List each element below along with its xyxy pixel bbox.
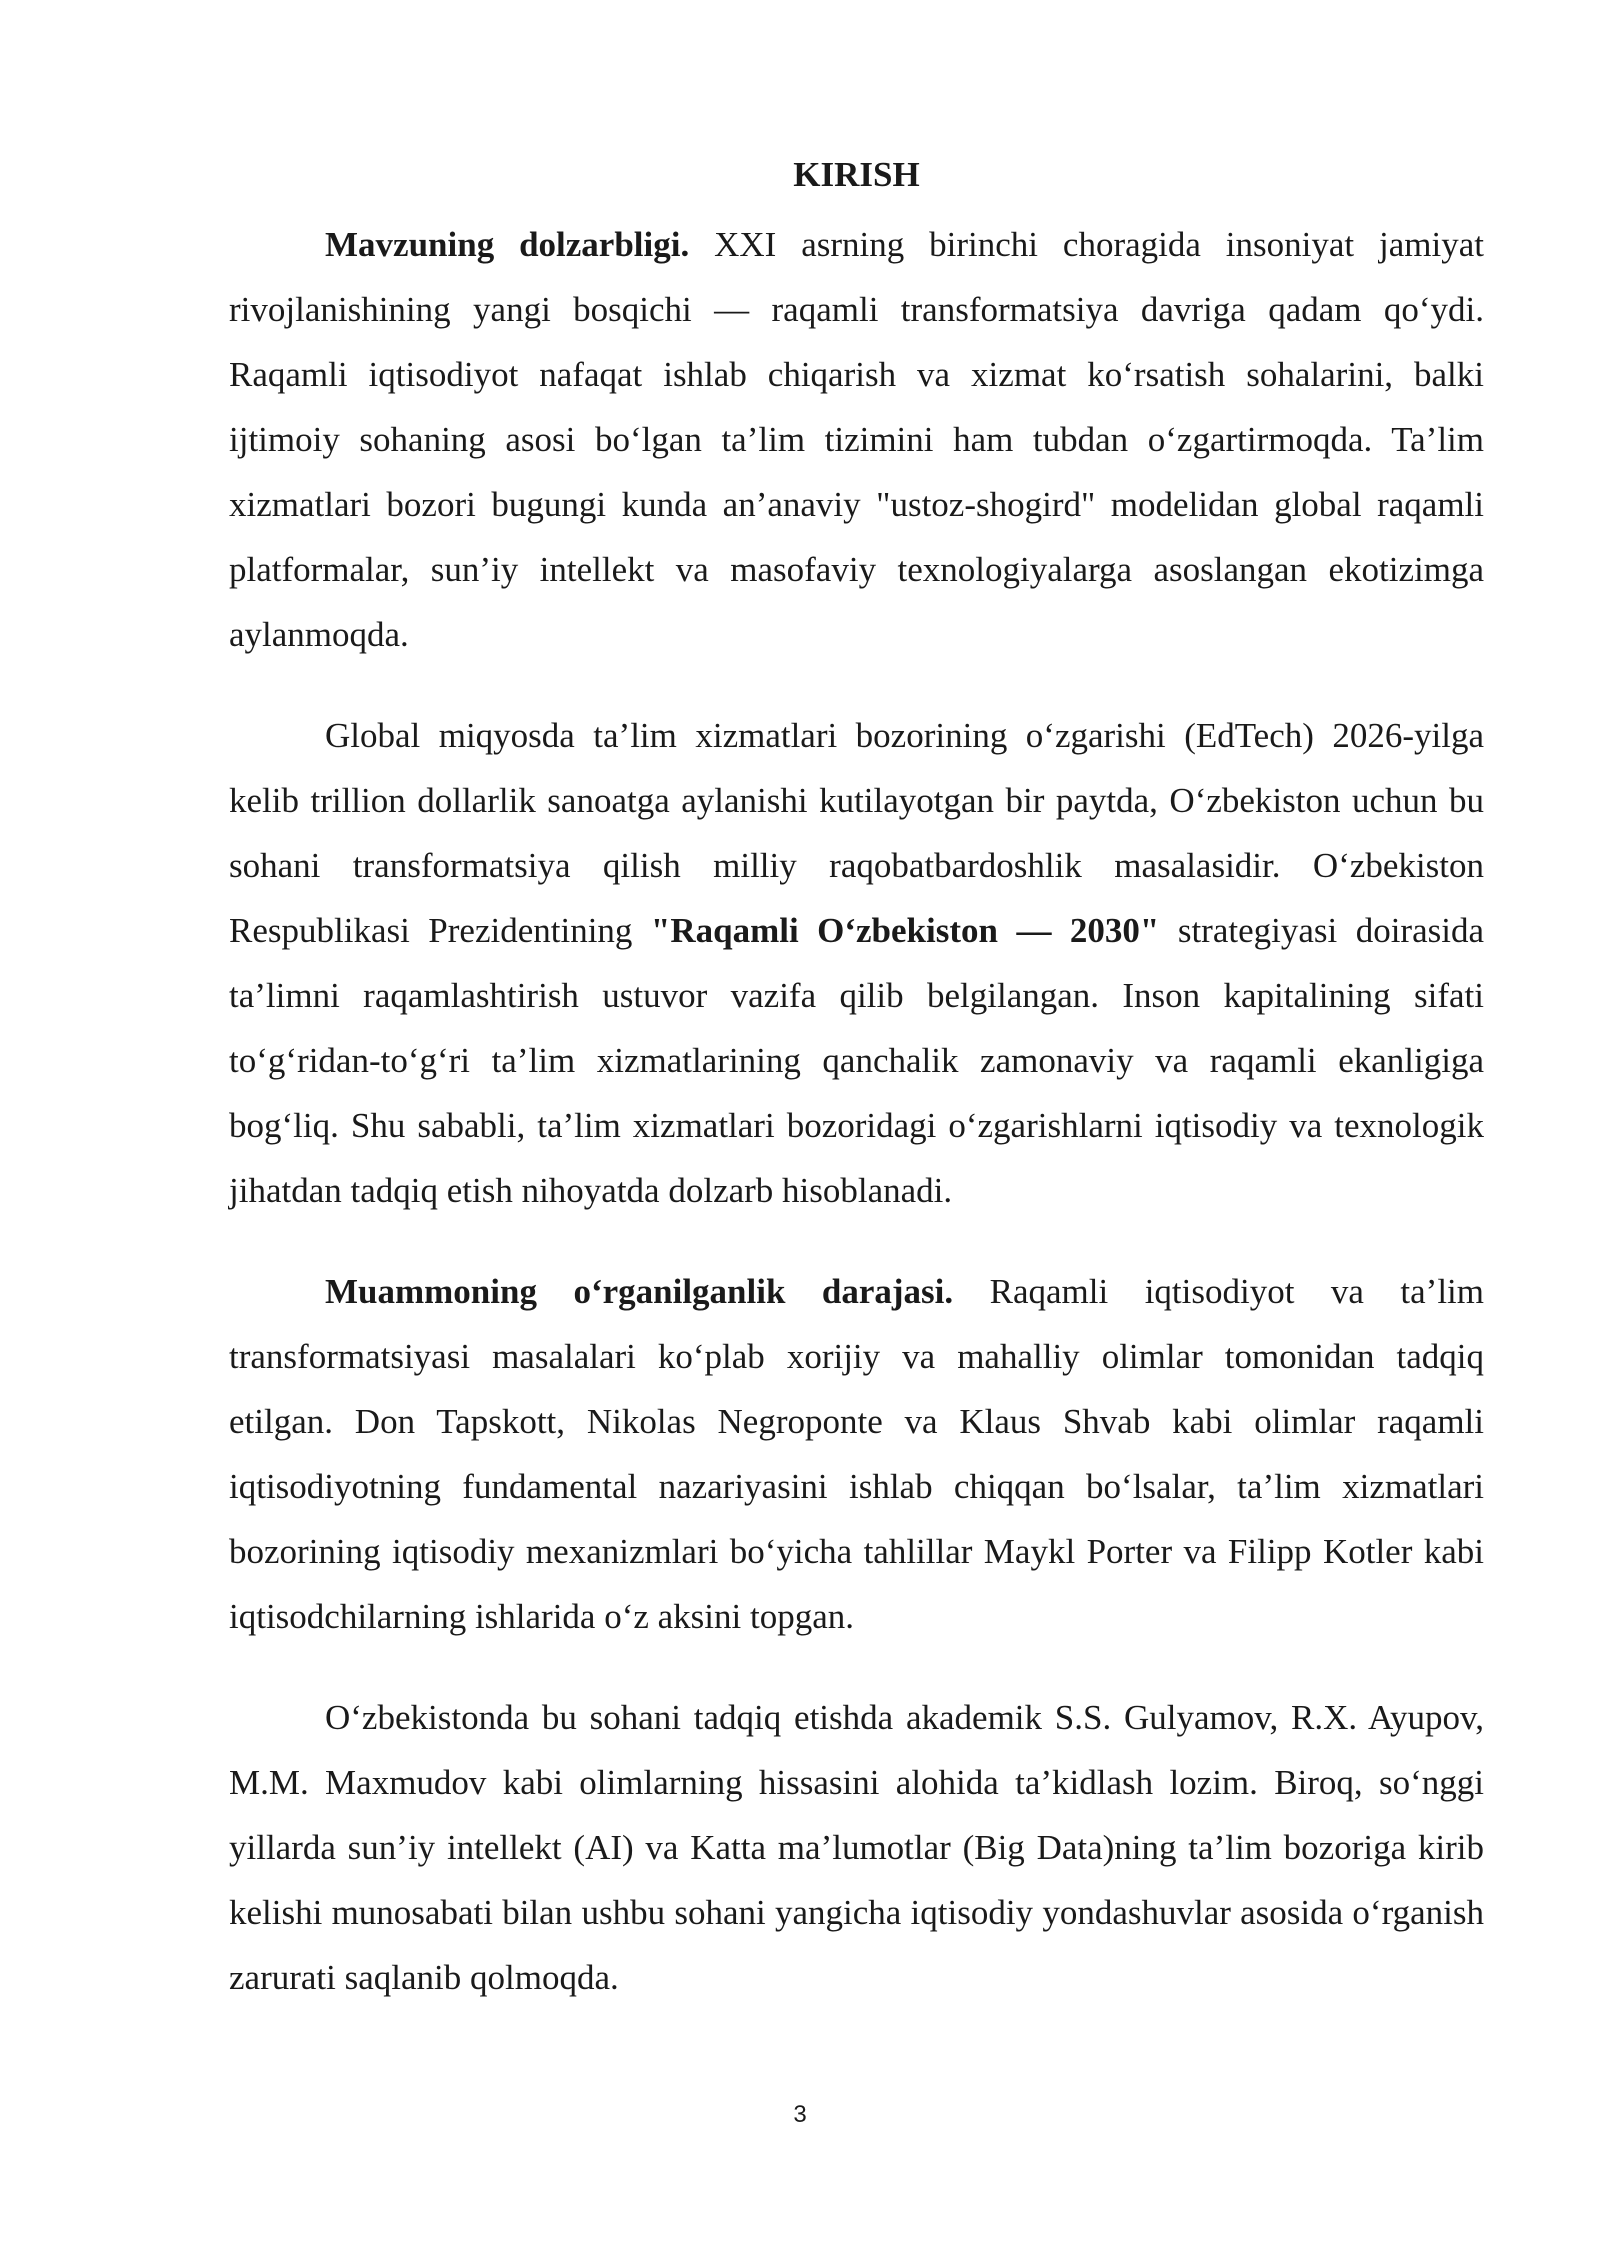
paragraph-relevance xyxy=(229,212,1484,667)
paragraph-research-level xyxy=(229,1259,1484,1649)
document-page xyxy=(229,150,1484,2046)
paragraph-lead-relevance: Mavzuning dolzarbligi. xyxy=(325,225,690,264)
section-heading: KIRISH xyxy=(793,155,920,194)
paragraph-global-market xyxy=(229,703,1484,1223)
page-number: 3 xyxy=(793,2101,807,2128)
paragraph-text-research-level: Raqamli iqtisodiyot va ta’lim transformatsiyasi masalalari ko‘plab xorijiy va mahalliy olimlar tomonidan tadqiq etilgan. Don Tapskott, Nikolas Negroponte va Klaus Shvab kabi olimlar raqamli iqtisodiyotning fundamental nazariyasini ishlab chiqqan bo‘lsalar, ta’lim xizmatlari bozorining iqtisodiy mexanizmlari bo‘yicha tahlillar Maykl Porter va Filipp Kotler kabi iqtisodchilarning ishlarida o‘z aksini topgan. xyxy=(229,1272,1485,1636)
paragraph-text-relevance: XXI asrning birinchi choragida insoniyat jamiyat rivojlanishining yangi bosqichi — raqamli transformatsiya davriga qadam qo‘ydi. Raqamli iqtisodiyot nafaqat ishlab chiqarish va xizmat ko‘rsatish sohalarini, balki ijtimoiy sohaning asosi bo‘lgan ta’lim tizimini ham tubdan o‘zgartirmoqda. Ta’lim xizmatlari bozori bugungi kunda an’anaviy "ustoz-shogird" modelidan global raqamli platformalar, sun’iy intellekt va masofaviy texnologiyalarga asoslangan ekotizimga aylanmoqda. xyxy=(229,225,1484,654)
paragraph-text-global-after: strategiyasi doirasida ta’limni raqamlashtirish ustuvor vazifa qilib belgilangan. Inson kapitalining sifati to‘g‘ridan-to‘g‘ri ta’lim xizmatlarining qanchalik zamonaviy va raqamli ekanligiga bog‘liq. Shu sababli, ta’lim xizmatlari bozoridagi o‘zgarishlarni iqtisodiy va texnologik jihatdan tadqiq etish nihoyatda dolzarb hisoblanadi. xyxy=(229,911,1484,1210)
paragraph-uzbek-scholars xyxy=(229,1685,1484,2010)
paragraph-text-uzbek-scholars: O‘zbekistonda bu sohani tadqiq etishda akademik S.S. Gulyamov, R.X. Ayupov, M.M. Maxmudov kabi olimlarning hissasini alohida ta’kidlash lozim. Biroq, so‘nggi yillarda sun’iy intellekt (AI) va Katta ma’lumotlar (Big Data)ning ta’lim bozoriga kirib kelishi munosabati bilan ushbu sohani yangicha iqtisodiy yondashuvlar asosida o‘rganish zarurati saqlanib qolmoqda. xyxy=(229,1698,1484,1997)
paragraph-text-global-before: Global miqyosda ta’lim xizmatlari bozorining o‘zgarishi (EdTech) 2026-yilga kelib trillion dollarlik sanoatga aylanishi kutilayotgan bir paytda, O‘zbekiston uchun bu sohani transformatsiya qilish milliy raqobatbardoshlik masalasidir. O‘zbekiston Respublikasi Prezidentining xyxy=(229,716,1484,950)
strategy-title: "Raqamli O‘zbekiston — 2030" xyxy=(650,911,1160,950)
paragraph-lead-research-level: Muammoning o‘rganilganlik darajasi. xyxy=(325,1272,954,1311)
